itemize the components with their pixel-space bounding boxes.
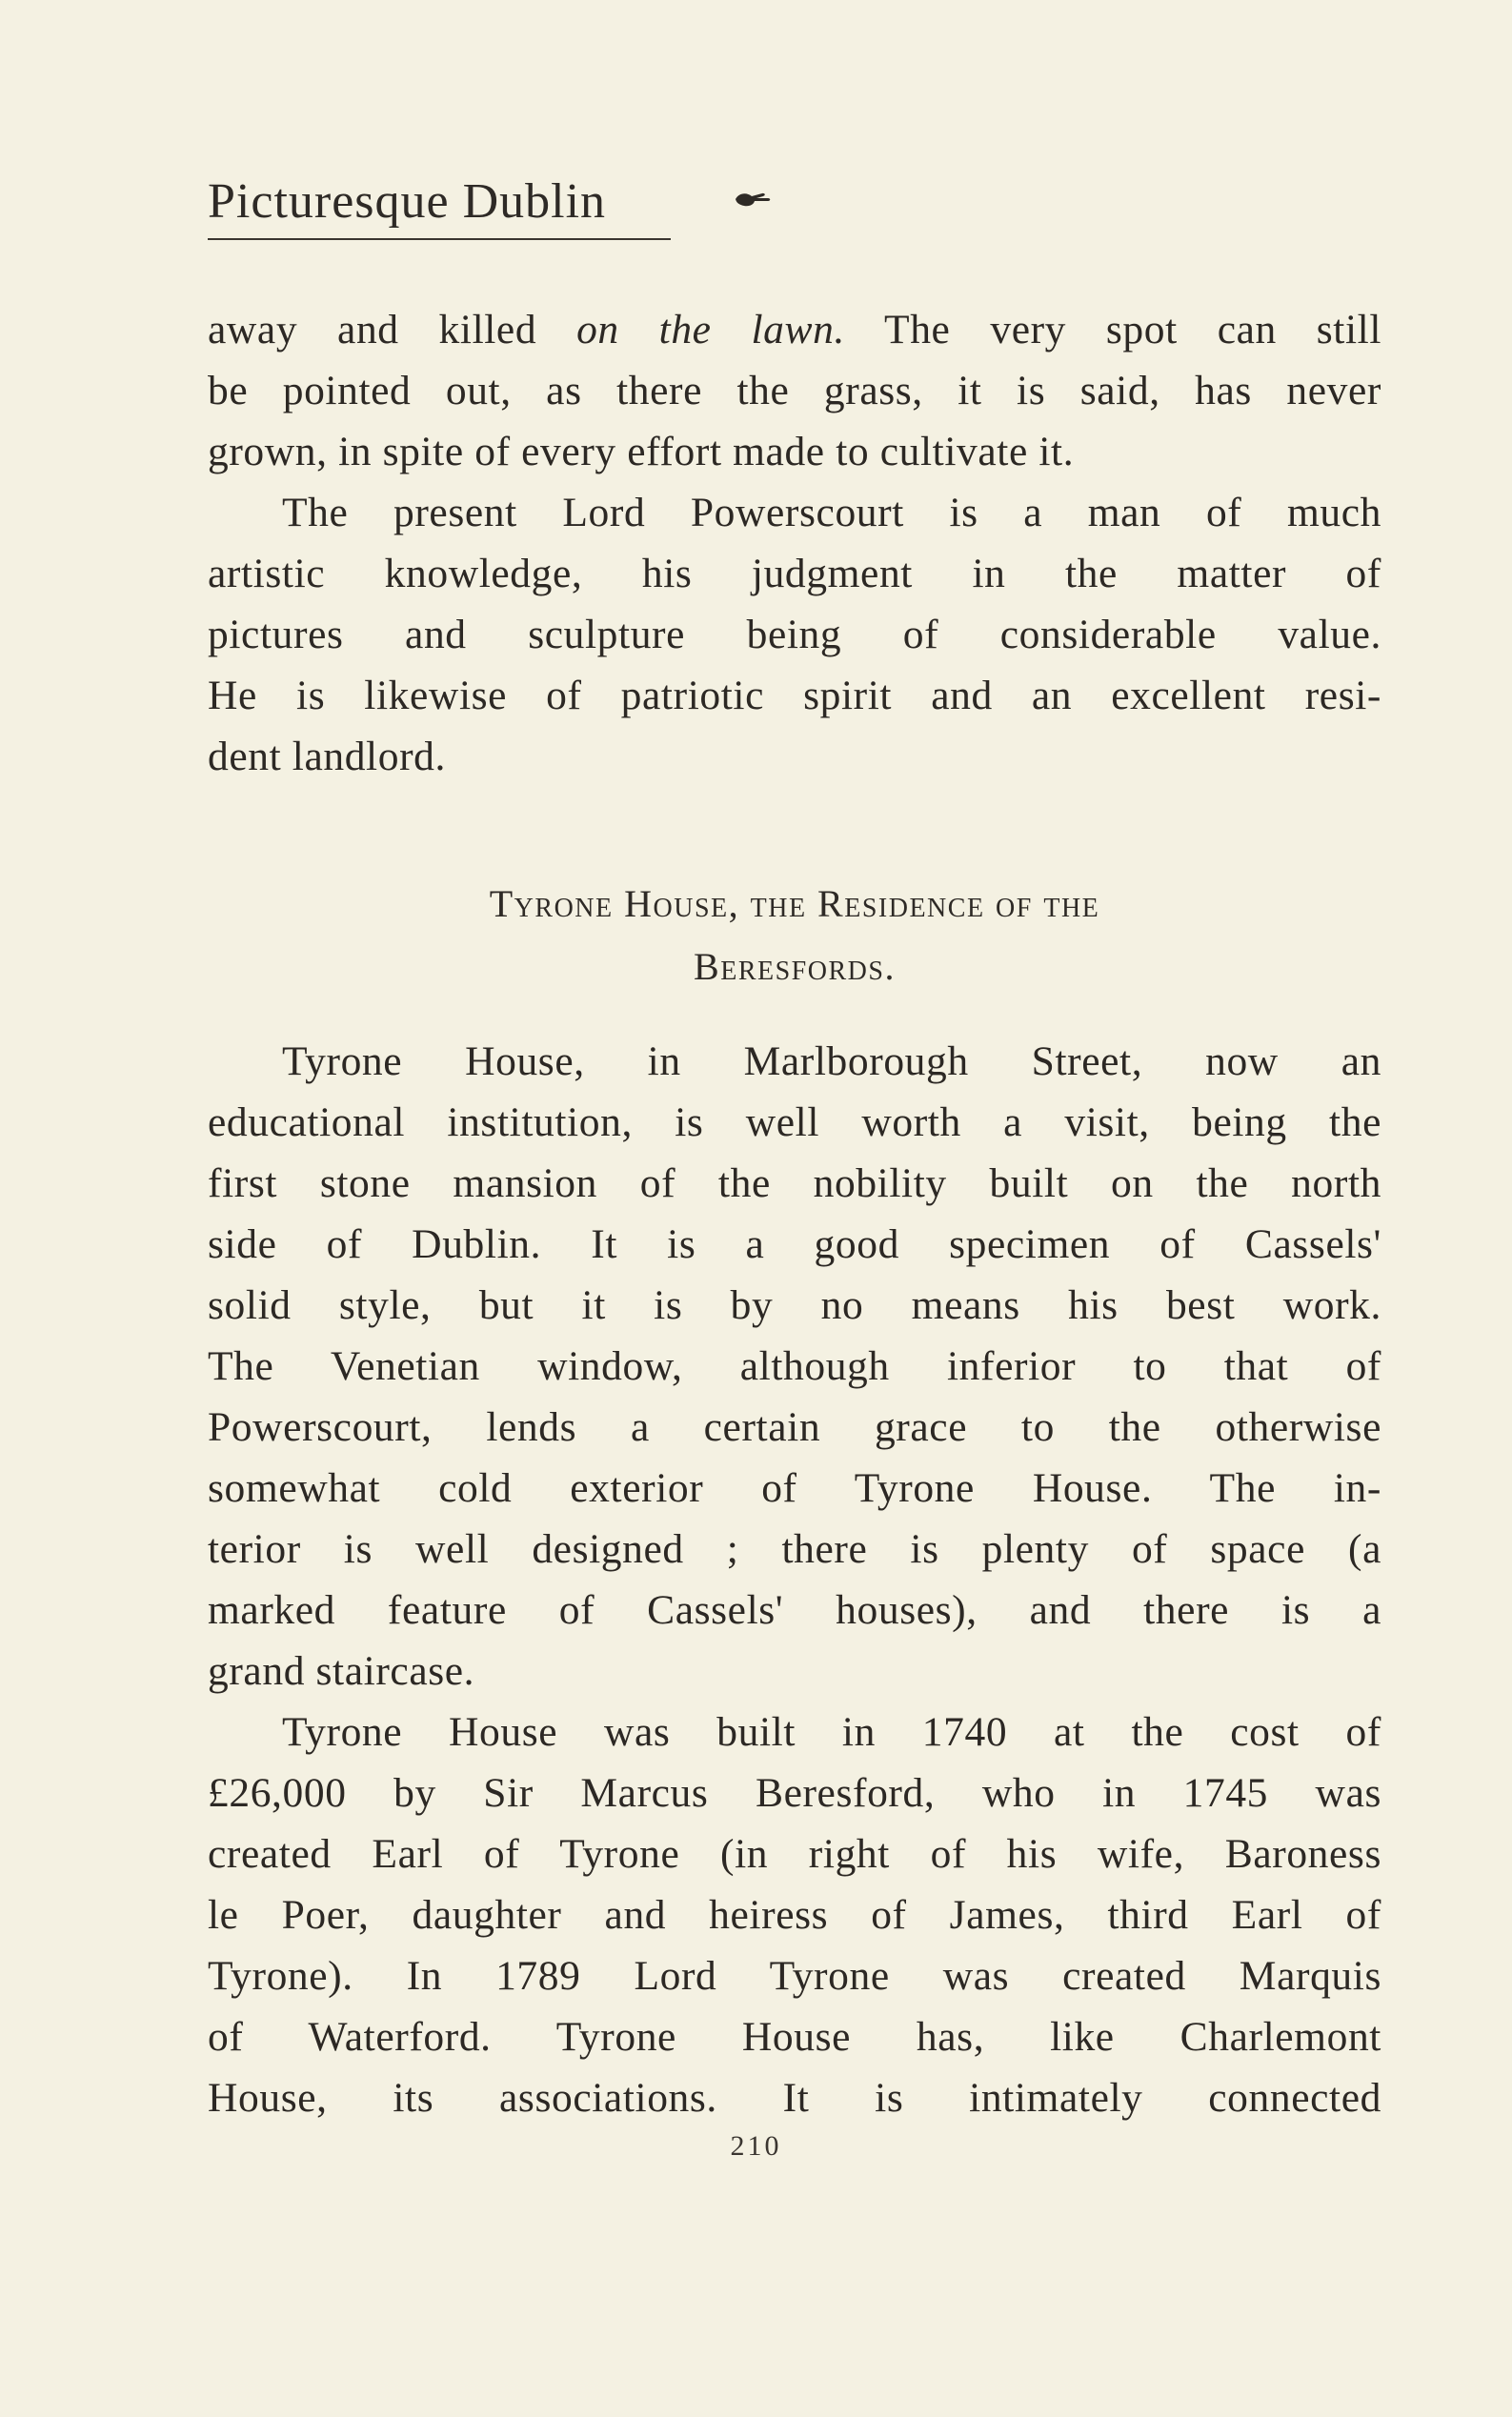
text-line: le Poer, daughter and heiress of James, third Earl of bbox=[208, 1892, 1381, 1938]
text-line: The present Lord Powerscourt is a man of much bbox=[282, 490, 1381, 535]
text-line: Tyrone). In 1789 Lord Tyrone was created Marquis bbox=[208, 1953, 1381, 1999]
text-line: Powerscourt, lends a certain grace to the otherwise bbox=[208, 1404, 1381, 1450]
text-line: away and killed on the lawn. The very spot can still bbox=[208, 307, 1381, 352]
text-line: pictures and sculpture being of considerable value. bbox=[208, 612, 1381, 657]
text-line: Tyrone House was built in 1740 at the cost of bbox=[282, 1709, 1381, 1755]
text-line: He is likewise of patriotic spirit and an excellent resi- bbox=[208, 673, 1381, 718]
paragraph-block-1 bbox=[208, 299, 1381, 787]
running-head bbox=[208, 162, 760, 244]
text-line: £26,000 by Sir Marcus Beresford, who in 1745 was bbox=[208, 1770, 1381, 1816]
text-line: grown, in spite of every effort made to cultivate it. bbox=[208, 429, 1075, 474]
text-line: House, its associations. It is intimately connected bbox=[208, 2075, 1381, 2121]
text-line: grand staircase. bbox=[208, 1648, 475, 1694]
text-line: first stone mansion of the nobility built on the north bbox=[208, 1160, 1381, 1206]
text-line: of Waterford. Tyrone House has, like Charlemont bbox=[208, 2014, 1381, 2060]
text-line: artistic knowledge, his judgment in the matter of bbox=[208, 551, 1381, 596]
text-line: side of Dublin. It is a good specimen of Cassels' bbox=[208, 1221, 1381, 1267]
text-line: solid style, but it is by no means his best work. bbox=[208, 1282, 1381, 1328]
hand-pointer-icon bbox=[734, 185, 772, 213]
text-line: Tyrone House, in Marlborough Street, now an bbox=[282, 1038, 1381, 1084]
italic-phrase: on the lawn. bbox=[576, 307, 845, 352]
running-title: Picturesque Dublin bbox=[208, 174, 607, 229]
text-line: The Venetian window, although inferior to that of bbox=[208, 1343, 1381, 1389]
paragraph-block-2 bbox=[208, 1031, 1381, 2128]
section-heading bbox=[208, 873, 1381, 998]
page-number: 210 bbox=[730, 2130, 782, 2162]
text-line: educational institution, is well worth a visit, being the bbox=[208, 1099, 1381, 1145]
text-line: dent landlord. bbox=[208, 734, 447, 779]
text-line: created Earl of Tyrone (in right of his wife, Baroness bbox=[208, 1831, 1381, 1877]
text-line: terior is well designed ; there is plenty of space (a bbox=[208, 1526, 1381, 1572]
text-line: marked feature of Cassels' houses), and there is a bbox=[208, 1587, 1381, 1633]
heading-line-2: Beresfords. bbox=[694, 945, 896, 988]
text-line: be pointed out, as there the grass, it is said, has never bbox=[208, 368, 1381, 413]
heading-line-1: Tyrone House, the Residence of the bbox=[489, 882, 1100, 925]
head-rule bbox=[208, 238, 671, 240]
text-line: somewhat cold exterior of Tyrone House. The in- bbox=[208, 1465, 1381, 1511]
